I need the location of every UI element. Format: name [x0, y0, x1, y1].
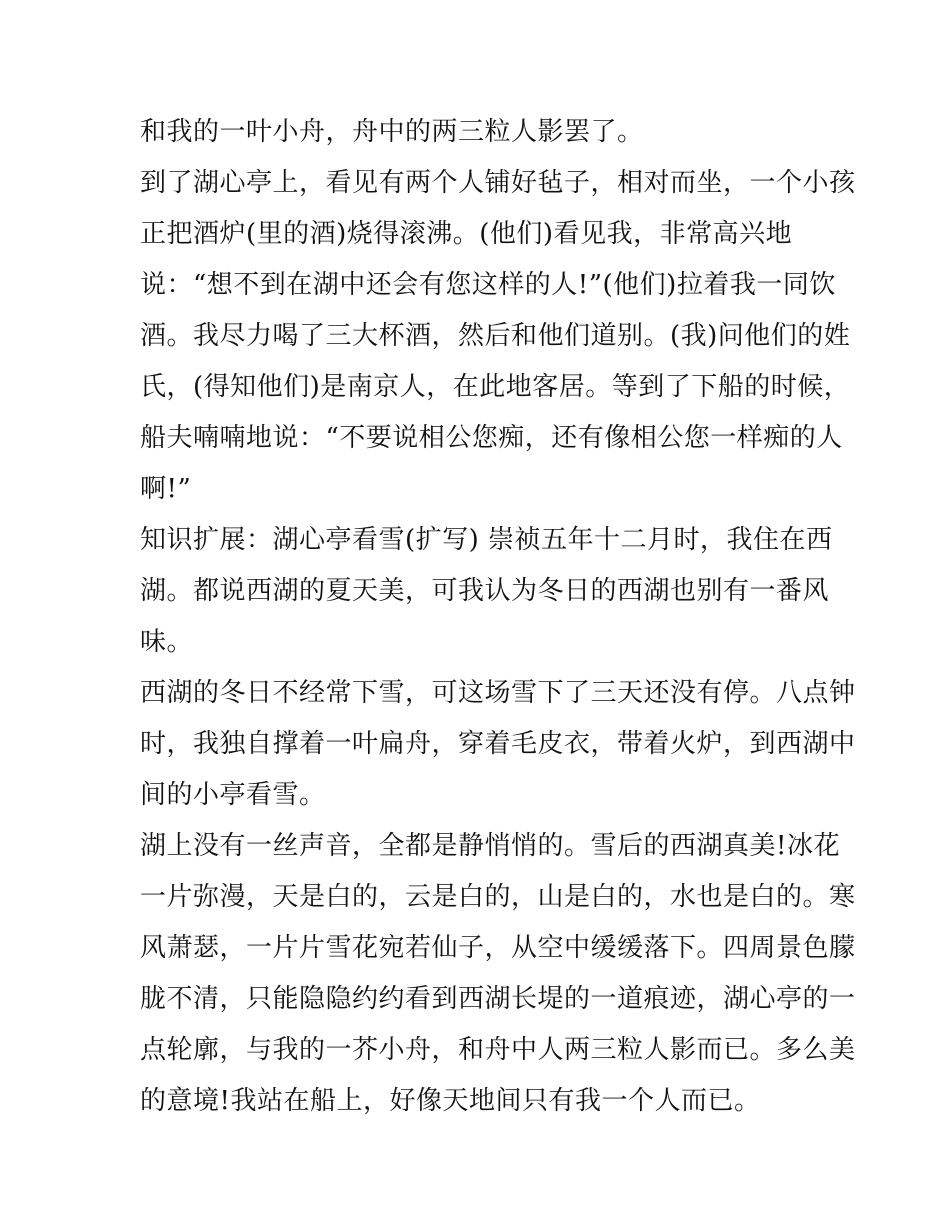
- text-line: 到了湖心亭上，看见有两个人铺好毡子，相对而坐，一个小孩: [140, 168, 856, 198]
- text-line: 味。: [140, 627, 194, 657]
- body-text: [140, 107, 856, 1127]
- text-line: 说：“想不到在湖中还会有您这样的人!”(他们)拉着我一同饮: [140, 270, 836, 300]
- text-line: 风萧瑟，一片片雪花宛若仙子，从空中缓缓落下。四周景色朦: [140, 933, 856, 963]
- text-line: 间的小亭看雪。: [140, 780, 326, 810]
- text-line: 知识扩展：湖心亭看雪(扩写) 崇祯五年十二月时，我住在西: [140, 525, 833, 555]
- text-line: 氏，(得知他们)是南京人，在此地客居。等到了下船的时候，: [140, 372, 851, 402]
- text-line: 湖。都说西湖的夏天美，可我认为冬日的西湖也别有一番风: [140, 576, 830, 606]
- text-line: 一片弥漫，天是白的，云是白的，山是白的，水也是白的。寒: [140, 882, 856, 912]
- text-line: 西湖的冬日不经常下雪，可这场雪下了三天还没有停。八点钟: [140, 678, 856, 708]
- text-line: 点轮廓，与我的一芥小舟，和舟中人两三粒人影而已。多么美: [140, 1035, 856, 1065]
- text-line: 正把酒炉(里的酒)烧得滚沸。(他们)看见我，非常高兴地: [140, 219, 793, 249]
- text-line: 的意境!我站在船上，好像天地间只有我一个人而已。: [140, 1086, 761, 1116]
- text-line: 胧不清，只能隐隐约约看到西湖长堤的一道痕迹，湖心亭的一: [140, 984, 856, 1014]
- text-line: 时，我独自撑着一叶扁舟，穿着毛皮衣，带着火炉，到西湖中: [140, 729, 856, 759]
- text-line: 和我的一叶小舟，舟中的两三粒人影罢了。: [140, 117, 644, 147]
- text-line: 湖上没有一丝声音，全都是静悄悄的。雪后的西湖真美!冰花: [140, 831, 840, 861]
- text-line: 船夫喃喃地说：“不要说相公您痴，还有像相公您一样痴的人: [140, 423, 843, 453]
- text-line: 酒。我尽力喝了三大杯酒，然后和他们道别。(我)问他们的姓: [140, 321, 851, 351]
- text-line: 啊!”: [140, 474, 192, 504]
